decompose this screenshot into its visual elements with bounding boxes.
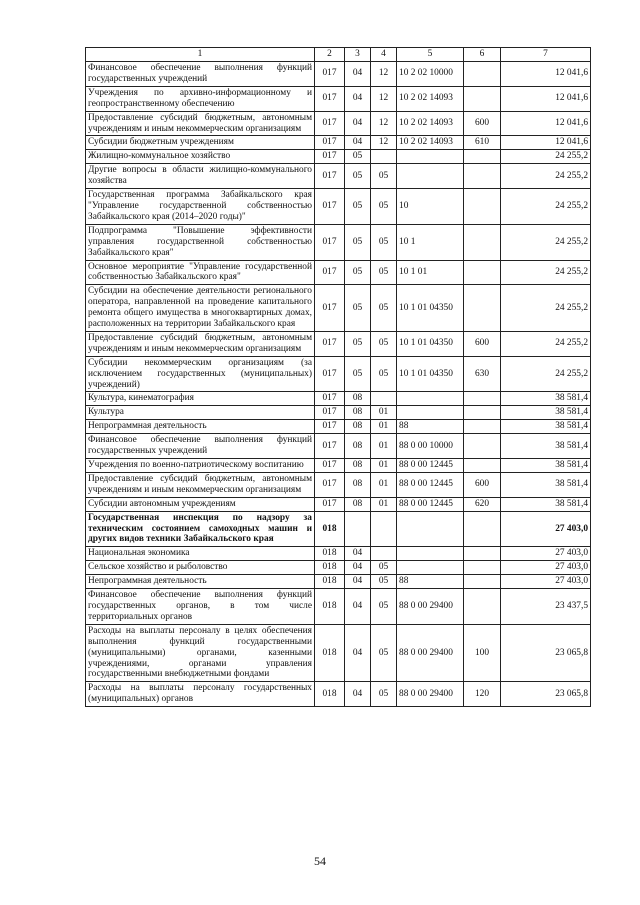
table-row <box>86 136 591 150</box>
section-cell: 05 <box>345 260 371 285</box>
column-header: 4 <box>371 48 397 62</box>
expense-type-cell: 120 <box>464 682 501 707</box>
target-article-cell: 10 1 01 04350 <box>397 331 464 356</box>
table-row <box>86 224 591 260</box>
subsection-cell: 12 <box>371 62 397 87</box>
subsection-cell: 01 <box>371 459 397 473</box>
table-row <box>86 331 591 356</box>
gov-code-cell: 018 <box>315 547 345 561</box>
column-header: 2 <box>315 48 345 62</box>
row-name-cell: Культура <box>86 406 315 420</box>
row-name-cell: Субсидии автономным учреждениям <box>86 497 315 511</box>
column-header: 5 <box>397 48 464 62</box>
expense-type-cell <box>464 575 501 589</box>
row-name-cell: Расходы на выплаты персоналу государственных (муниципальных) органов <box>86 682 315 707</box>
amount-cell: 23 437,5 <box>501 589 591 625</box>
table-row <box>86 561 591 575</box>
subsection-cell: 05 <box>371 164 397 189</box>
expense-type-cell <box>464 224 501 260</box>
section-cell: 05 <box>345 285 371 332</box>
subsection-cell: 05 <box>371 331 397 356</box>
expense-type-cell <box>464 86 501 111</box>
row-name-cell: Предоставление субсидий бюджетным, автономным учреждениям и иным некоммерческим организациям <box>86 331 315 356</box>
gov-code-cell: 017 <box>315 62 345 87</box>
amount-cell: 24 255,2 <box>501 331 591 356</box>
subsection-cell: 01 <box>371 406 397 420</box>
section-cell: 08 <box>345 406 371 420</box>
table-row <box>86 589 591 625</box>
subsection-cell: 01 <box>371 434 397 459</box>
subsection-cell: 05 <box>371 624 397 682</box>
expense-type-cell <box>464 547 501 561</box>
gov-code-cell: 018 <box>315 511 345 547</box>
section-cell: 08 <box>345 434 371 459</box>
gov-code-cell: 017 <box>315 392 345 406</box>
target-article-cell: 10 <box>397 189 464 225</box>
amount-cell: 27 403,0 <box>501 511 591 547</box>
gov-code-cell: 017 <box>315 331 345 356</box>
expense-type-cell <box>464 285 501 332</box>
section-cell: 08 <box>345 459 371 473</box>
section-cell <box>345 511 371 547</box>
subsection-cell: 05 <box>371 189 397 225</box>
target-article-cell <box>397 150 464 164</box>
section-cell: 04 <box>345 682 371 707</box>
amount-cell: 12 041,6 <box>501 111 591 136</box>
expense-type-cell <box>464 420 501 434</box>
target-article-cell: 88 <box>397 575 464 589</box>
expense-type-cell <box>464 62 501 87</box>
table-row <box>86 575 591 589</box>
amount-cell: 27 403,0 <box>501 575 591 589</box>
row-name-cell: Государственная инспекция по надзору за техническим состоянием самоходных машин и других видов техники Забайкальского края <box>86 511 315 547</box>
table-row <box>86 62 591 87</box>
gov-code-cell: 017 <box>315 472 345 497</box>
row-name-cell: Учреждения по военно-патриотическому воспитанию <box>86 459 315 473</box>
row-name-cell: Непрограммная деятельность <box>86 575 315 589</box>
subsection-cell: 05 <box>371 356 397 392</box>
subsection-cell: 01 <box>371 420 397 434</box>
amount-cell: 38 581,4 <box>501 392 591 406</box>
section-cell: 04 <box>345 62 371 87</box>
subsection-cell: 01 <box>371 472 397 497</box>
gov-code-cell: 017 <box>315 111 345 136</box>
table-row <box>86 392 591 406</box>
expense-type-cell <box>464 511 501 547</box>
expense-type-cell <box>464 459 501 473</box>
section-cell: 04 <box>345 589 371 625</box>
amount-cell: 24 255,2 <box>501 356 591 392</box>
table-row <box>86 406 591 420</box>
budget-table <box>85 47 591 707</box>
target-article-cell: 10 1 01 <box>397 260 464 285</box>
gov-code-cell: 018 <box>315 589 345 625</box>
target-article-cell <box>397 511 464 547</box>
target-article-cell: 10 2 02 14093 <box>397 136 464 150</box>
gov-code-cell: 017 <box>315 497 345 511</box>
amount-cell: 24 255,2 <box>501 150 591 164</box>
table-row <box>86 111 591 136</box>
subsection-cell: 05 <box>371 561 397 575</box>
section-cell: 04 <box>345 561 371 575</box>
subsection-cell: 12 <box>371 111 397 136</box>
table-body <box>86 62 591 707</box>
gov-code-cell: 017 <box>315 420 345 434</box>
section-cell: 04 <box>345 111 371 136</box>
row-name-cell: Культура, кинематография <box>86 392 315 406</box>
amount-cell: 27 403,0 <box>501 561 591 575</box>
table-row <box>86 285 591 332</box>
row-name-cell: Предоставление субсидий бюджетным, автономным учреждениям и иным некоммерческим организациям <box>86 111 315 136</box>
gov-code-cell: 017 <box>315 285 345 332</box>
header-row <box>86 48 591 62</box>
expense-type-cell <box>464 434 501 459</box>
expense-type-cell <box>464 260 501 285</box>
row-name-cell: Учреждения по архивно-информационному и геопространственному обеспечению <box>86 86 315 111</box>
section-cell: 04 <box>345 86 371 111</box>
subsection-cell: 12 <box>371 136 397 150</box>
subsection-cell <box>371 392 397 406</box>
row-name-cell: Государственная программа Забайкальского края "Управление государственной собственностью Забайкальского края (2014–2020 годы)" <box>86 189 315 225</box>
table-row <box>86 356 591 392</box>
gov-code-cell: 017 <box>315 406 345 420</box>
target-article-cell: 88 <box>397 420 464 434</box>
expense-type-cell <box>464 189 501 225</box>
amount-cell: 23 065,8 <box>501 624 591 682</box>
section-cell: 04 <box>345 575 371 589</box>
gov-code-cell: 017 <box>315 136 345 150</box>
row-name-cell: Сельское хозяйство и рыболовство <box>86 561 315 575</box>
table-row <box>86 624 591 682</box>
target-article-cell <box>397 392 464 406</box>
table-row <box>86 260 591 285</box>
section-cell: 08 <box>345 497 371 511</box>
target-article-cell: 10 1 <box>397 224 464 260</box>
row-name-cell: Национальная экономика <box>86 547 315 561</box>
section-cell: 05 <box>345 164 371 189</box>
amount-cell: 24 255,2 <box>501 164 591 189</box>
gov-code-cell: 017 <box>315 150 345 164</box>
amount-cell: 12 041,6 <box>501 86 591 111</box>
target-article-cell: 88 0 00 12445 <box>397 472 464 497</box>
gov-code-cell: 018 <box>315 575 345 589</box>
expense-type-cell: 600 <box>464 472 501 497</box>
expense-type-cell: 600 <box>464 331 501 356</box>
column-header: 1 <box>86 48 315 62</box>
amount-cell: 38 581,4 <box>501 497 591 511</box>
expense-type-cell <box>464 150 501 164</box>
expense-type-cell: 100 <box>464 624 501 682</box>
amount-cell: 24 255,2 <box>501 285 591 332</box>
target-article-cell: 88 0 00 29400 <box>397 589 464 625</box>
gov-code-cell: 017 <box>315 86 345 111</box>
row-name-cell: Подпрограмма "Повышение эффективности управления государственной собственностью Забайкальского края" <box>86 224 315 260</box>
table-row <box>86 86 591 111</box>
gov-code-cell: 017 <box>315 434 345 459</box>
target-article-cell: 88 0 00 29400 <box>397 682 464 707</box>
expense-type-cell <box>464 164 501 189</box>
subsection-cell: 05 <box>371 224 397 260</box>
table-row <box>86 472 591 497</box>
gov-code-cell: 018 <box>315 682 345 707</box>
expense-type-cell: 630 <box>464 356 501 392</box>
target-article-cell: 88 0 00 12445 <box>397 497 464 511</box>
section-cell: 08 <box>345 420 371 434</box>
target-article-cell <box>397 561 464 575</box>
subsection-cell: 05 <box>371 589 397 625</box>
table-row <box>86 150 591 164</box>
table-row <box>86 434 591 459</box>
amount-cell: 12 041,6 <box>501 62 591 87</box>
target-article-cell: 10 2 02 10000 <box>397 62 464 87</box>
table-row <box>86 497 591 511</box>
subsection-cell <box>371 547 397 561</box>
row-name-cell: Субсидии бюджетным учреждениям <box>86 136 315 150</box>
section-cell: 05 <box>345 331 371 356</box>
expense-type-cell <box>464 561 501 575</box>
subsection-cell: 05 <box>371 682 397 707</box>
gov-code-cell: 017 <box>315 459 345 473</box>
target-article-cell <box>397 547 464 561</box>
amount-cell: 24 255,2 <box>501 189 591 225</box>
gov-code-cell: 017 <box>315 356 345 392</box>
row-name-cell: Предоставление субсидий бюджетным, автономным учреждениям и иным некоммерческим организациям <box>86 472 315 497</box>
row-name-cell: Финансовое обеспечение выполнения функций государственных учреждений <box>86 62 315 87</box>
subsection-cell: 12 <box>371 86 397 111</box>
row-name-cell: Финансовое обеспечение выполнения функций государственных учреждений <box>86 434 315 459</box>
row-name-cell: Жилищно-коммунальное хозяйство <box>86 150 315 164</box>
amount-cell: 38 581,4 <box>501 459 591 473</box>
section-cell: 04 <box>345 624 371 682</box>
row-name-cell: Другие вопросы в области жилищно-коммунального хозяйства <box>86 164 315 189</box>
amount-cell: 23 065,8 <box>501 682 591 707</box>
column-header: 3 <box>345 48 371 62</box>
section-cell: 04 <box>345 136 371 150</box>
target-article-cell: 10 1 01 04350 <box>397 356 464 392</box>
page-number: 54 <box>314 854 326 868</box>
target-article-cell: 10 1 01 04350 <box>397 285 464 332</box>
amount-cell: 24 255,2 <box>501 224 591 260</box>
target-article-cell: 10 2 02 14093 <box>397 111 464 136</box>
amount-cell: 27 403,0 <box>501 547 591 561</box>
amount-cell: 24 255,2 <box>501 260 591 285</box>
column-header: 6 <box>464 48 501 62</box>
subsection-cell: 05 <box>371 260 397 285</box>
amount-cell: 38 581,4 <box>501 434 591 459</box>
expense-type-cell: 620 <box>464 497 501 511</box>
section-cell: 05 <box>345 189 371 225</box>
subsection-cell: 05 <box>371 575 397 589</box>
row-name-cell: Финансовое обеспечение выполнения функций государственных органов, в том числе территориальных органов <box>86 589 315 625</box>
gov-code-cell: 018 <box>315 561 345 575</box>
section-cell: 05 <box>345 356 371 392</box>
target-article-cell <box>397 406 464 420</box>
amount-cell: 38 581,4 <box>501 472 591 497</box>
table-row <box>86 682 591 707</box>
section-cell: 04 <box>345 547 371 561</box>
table-row <box>86 420 591 434</box>
expense-type-cell: 600 <box>464 111 501 136</box>
table-row <box>86 547 591 561</box>
subsection-cell: 01 <box>371 497 397 511</box>
section-cell: 05 <box>345 150 371 164</box>
gov-code-cell: 017 <box>315 224 345 260</box>
expense-type-cell: 610 <box>464 136 501 150</box>
gov-code-cell: 017 <box>315 260 345 285</box>
gov-code-cell: 017 <box>315 189 345 225</box>
row-name-cell: Основное мероприятие "Управление государственной собственностью Забайкальского края" <box>86 260 315 285</box>
amount-cell: 38 581,4 <box>501 420 591 434</box>
amount-cell: 38 581,4 <box>501 406 591 420</box>
expense-type-cell <box>464 589 501 625</box>
table-row <box>86 164 591 189</box>
table-row <box>86 511 591 547</box>
target-article-cell: 88 0 00 12445 <box>397 459 464 473</box>
gov-code-cell: 018 <box>315 624 345 682</box>
section-cell: 05 <box>345 224 371 260</box>
column-header: 7 <box>501 48 591 62</box>
subsection-cell <box>371 150 397 164</box>
target-article-cell: 88 0 00 29400 <box>397 624 464 682</box>
amount-cell: 12 041,6 <box>501 136 591 150</box>
section-cell: 08 <box>345 472 371 497</box>
section-cell: 08 <box>345 392 371 406</box>
subsection-cell: 05 <box>371 285 397 332</box>
expense-type-cell <box>464 406 501 420</box>
row-name-cell: Расходы на выплаты персоналу в целях обеспечения выполнения функций государственными (муниципальными) органами, казенными учреждениями, органами управления государственными внебюджетными фондами <box>86 624 315 682</box>
target-article-cell: 10 2 02 14093 <box>397 86 464 111</box>
target-article-cell <box>397 164 464 189</box>
subsection-cell <box>371 511 397 547</box>
table-row <box>86 459 591 473</box>
expense-type-cell <box>464 392 501 406</box>
row-name-cell: Непрограммная деятельность <box>86 420 315 434</box>
target-article-cell: 88 0 00 10000 <box>397 434 464 459</box>
row-name-cell: Субсидии на обеспечение деятельности регионального оператора, направленной на проведение капитального ремонта общего имущества в многоквартирных домах, расположенных на территории Забайкальского края <box>86 285 315 332</box>
gov-code-cell: 017 <box>315 164 345 189</box>
table-row <box>86 189 591 225</box>
row-name-cell: Субсидии некоммерческим организациям (за исключением государственных (муниципальных) учреждений) <box>86 356 315 392</box>
